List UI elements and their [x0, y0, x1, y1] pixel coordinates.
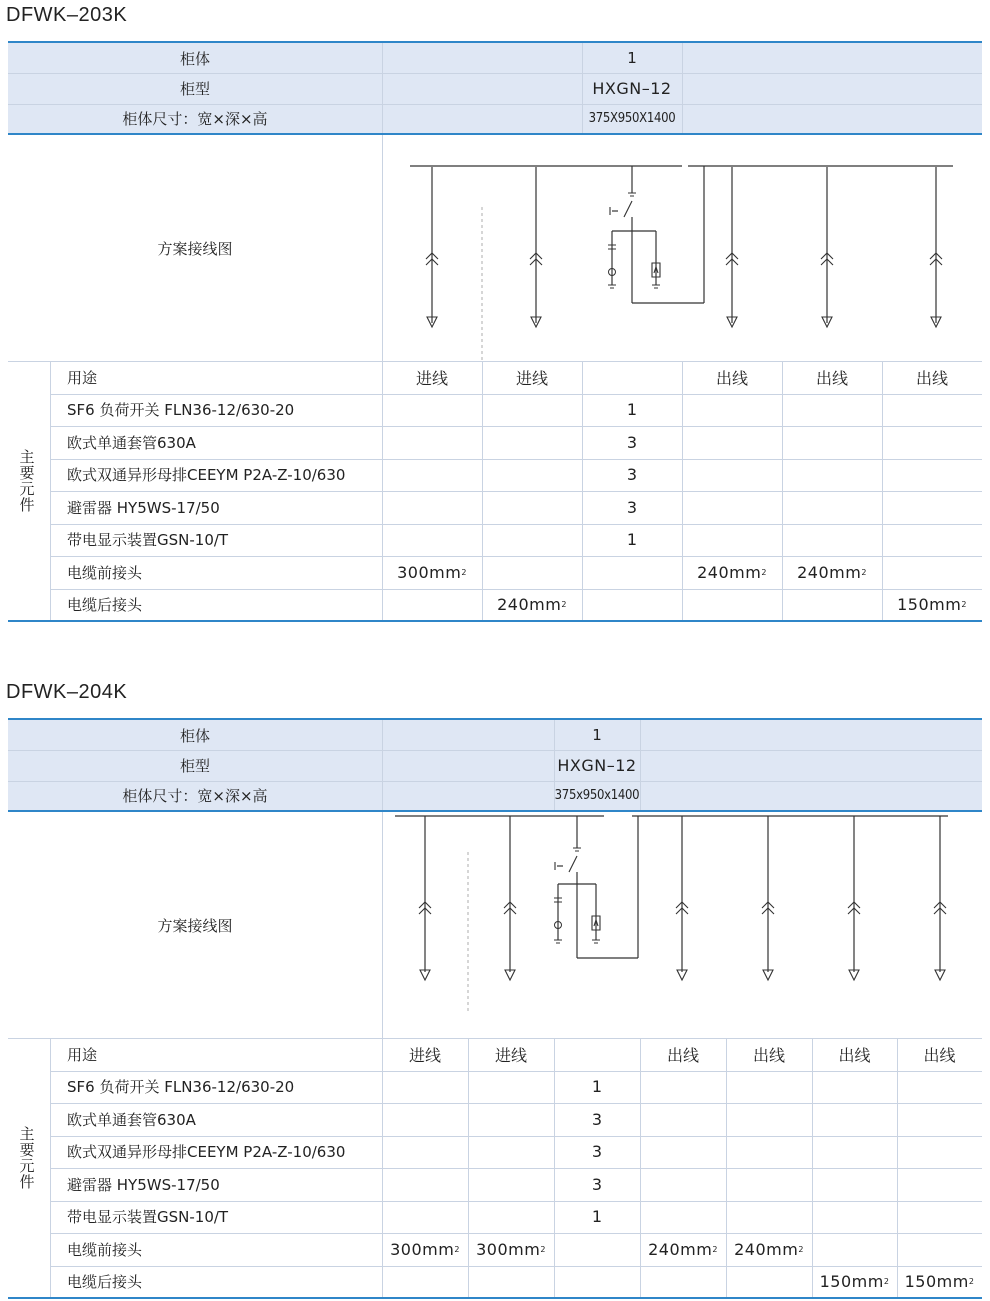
component-qty	[897, 1071, 982, 1104]
cell-value: 240mm	[797, 562, 862, 582]
component-qty	[726, 1201, 812, 1234]
header-value: 375X950X1400	[588, 111, 676, 126]
column-heading: 出线	[838, 1045, 871, 1065]
cell-value: 3	[626, 432, 638, 452]
header-label: 柜体尺寸：宽×深×高	[122, 787, 268, 805]
superscript-2: 2	[561, 600, 567, 610]
cell-value: 150mm	[897, 595, 962, 615]
cell-value: 240mm	[497, 595, 562, 615]
component-qty	[812, 1233, 897, 1266]
component-qty	[554, 1103, 640, 1136]
component-label: 电缆后接头	[67, 596, 143, 615]
component-qty	[554, 1168, 640, 1201]
component-qty	[382, 1233, 468, 1266]
diagram-label: 方案接线图	[157, 916, 233, 935]
cell-value: 300mm	[390, 1239, 455, 1259]
component-label: SF6 负荷开关 FLN36-12/630-20	[67, 1078, 295, 1097]
col-divider	[640, 720, 641, 810]
header-value: 1	[627, 49, 637, 67]
component-qty	[812, 1071, 897, 1104]
component-label: 避雷器 HY5WS-17/50	[67, 1175, 220, 1194]
component-label: 避雷器 HY5WS-17/50	[67, 498, 220, 517]
column-heading: 出线	[666, 1045, 699, 1065]
col-divider	[50, 1038, 51, 1297]
component-qty	[382, 1168, 468, 1201]
component-qty	[640, 1201, 726, 1234]
component-qty	[726, 1136, 812, 1169]
cell-value: 300mm	[476, 1239, 541, 1259]
cell-value: 1	[591, 1207, 603, 1227]
component-qty	[640, 1103, 726, 1136]
component-qty	[382, 1136, 468, 1169]
earth-icon	[573, 848, 581, 851]
component-qty	[897, 1168, 982, 1201]
component-qty	[382, 1103, 468, 1136]
cell-value: 1	[626, 400, 638, 420]
component-qty	[640, 1136, 726, 1169]
component-qty	[468, 1136, 554, 1169]
earth-icon	[592, 940, 600, 943]
component-qty	[468, 1233, 554, 1266]
component-qty	[382, 1201, 468, 1234]
cell-value: 3	[591, 1174, 603, 1194]
component-qty	[897, 1233, 982, 1266]
component-qty	[897, 1201, 982, 1234]
superscript-2: 2	[454, 1244, 460, 1254]
component-label: 欧式单通套管630A	[67, 433, 196, 452]
component-qty	[812, 1266, 897, 1299]
component-qty	[468, 1071, 554, 1104]
superscript-2: 2	[461, 567, 467, 577]
superscript-2: 2	[883, 1277, 890, 1287]
cell-value: 3	[626, 465, 638, 485]
header-value: HXGN–12	[592, 79, 672, 98]
component-qty	[812, 1136, 897, 1169]
header-value: 1	[592, 726, 602, 744]
component-qty	[726, 1071, 812, 1104]
section-title: DFWK–203K	[6, 4, 128, 26]
component-qty	[554, 1201, 640, 1234]
component-qty	[554, 1266, 640, 1299]
component-qty	[897, 1266, 982, 1299]
component-qty	[640, 1233, 726, 1266]
switch-blade	[569, 856, 577, 872]
cell-value: 3	[591, 1142, 603, 1162]
usage-label: 用途	[67, 1045, 98, 1064]
cell-value: 150mm	[819, 1272, 884, 1292]
column-heading: 进线	[408, 1045, 441, 1065]
component-qty	[468, 1103, 554, 1136]
group-label: 主要元件	[19, 447, 35, 514]
cell-value: 240mm	[734, 1239, 799, 1259]
cell-value: 1	[626, 530, 638, 550]
component-qty	[554, 1071, 640, 1104]
component-label: 带电显示装置GSN-10/T	[67, 531, 229, 550]
column-heading: 出线	[915, 368, 948, 388]
column-heading: 出线	[923, 1045, 956, 1065]
component-label: 欧式双通异形母排CEEYM P2A-Z-10/630	[67, 466, 346, 485]
column-heading: 出线	[715, 368, 748, 388]
col-divider	[382, 720, 383, 810]
component-label: 带电显示装置GSN-10/T	[67, 1208, 229, 1227]
group-label: 主要元件	[19, 1124, 35, 1191]
component-qty	[640, 1266, 726, 1299]
cell-value: 3	[626, 497, 638, 517]
component-qty	[640, 1168, 726, 1201]
component-qty	[897, 1103, 982, 1136]
column-heading	[554, 1038, 640, 1071]
component-label: 欧式双通异形母排CEEYM P2A-Z-10/630	[67, 1143, 346, 1162]
component-qty	[640, 1071, 726, 1104]
column-heading: 进线	[494, 1045, 527, 1065]
component-qty	[554, 1136, 640, 1169]
header-value: 375x950x1400	[554, 788, 640, 803]
component-qty	[468, 1266, 554, 1299]
header-value: HXGN–12	[557, 756, 637, 775]
header-label: 柜型	[179, 757, 210, 775]
superscript-2: 2	[712, 1244, 718, 1254]
cell-value: 150mm	[904, 1272, 969, 1292]
component-label: 电缆前接头	[67, 563, 143, 582]
superscript-2: 2	[861, 567, 867, 577]
earth-icon	[554, 940, 562, 943]
section-title: DFWK–204K	[6, 681, 128, 703]
component-qty	[382, 1266, 468, 1299]
column-heading: 进线	[515, 368, 548, 388]
cell-value: 240mm	[697, 562, 762, 582]
column-heading: 进线	[415, 368, 448, 388]
superscript-2: 2	[540, 1244, 546, 1254]
wiring-diagram	[0, 812, 990, 1052]
component-label: 电缆后接头	[67, 1273, 143, 1292]
component-qty	[726, 1266, 812, 1299]
component-label: 欧式单通套管630A	[67, 1110, 196, 1129]
cell-value: 1	[591, 1077, 603, 1097]
component-qty	[812, 1103, 897, 1136]
header-label: 柜体	[179, 49, 210, 68]
diagram-label: 方案接线图	[157, 239, 233, 258]
cell-value: 240mm	[648, 1239, 713, 1259]
superscript-2: 2	[761, 567, 767, 577]
column-heading: 出线	[815, 368, 848, 388]
component-label: 电缆前接头	[67, 1240, 143, 1259]
component-qty	[468, 1201, 554, 1234]
component-qty	[812, 1201, 897, 1234]
header-label: 柜体尺寸：宽×深×高	[122, 110, 268, 128]
component-label: SF6 负荷开关 FLN36-12/630-20	[67, 401, 295, 420]
component-qty	[726, 1168, 812, 1201]
cell-value: 300mm	[397, 562, 462, 582]
column-heading: 出线	[752, 1045, 785, 1065]
header-label: 柜体	[179, 726, 210, 745]
cell-value: 3	[591, 1109, 603, 1129]
header-label: 柜型	[179, 80, 210, 98]
component-qty	[726, 1233, 812, 1266]
component-qty	[726, 1103, 812, 1136]
component-qty	[382, 1071, 468, 1104]
superscript-2: 2	[968, 1277, 975, 1287]
component-qty	[812, 1168, 897, 1201]
usage-label: 用途	[67, 368, 98, 387]
superscript-2: 2	[961, 600, 967, 610]
component-qty	[468, 1168, 554, 1201]
component-qty	[554, 1233, 640, 1266]
superscript-2: 2	[798, 1244, 804, 1254]
component-qty	[897, 1136, 982, 1169]
